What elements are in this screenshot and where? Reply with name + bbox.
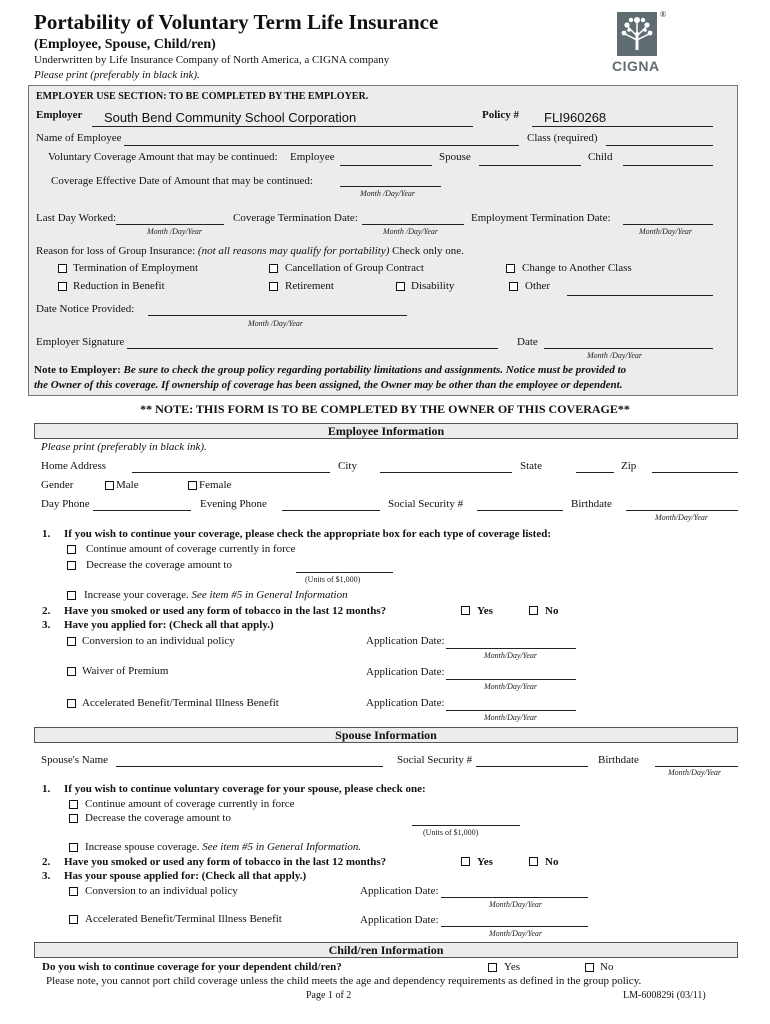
spouse-amount-label: Spouse bbox=[439, 151, 471, 163]
signature-date-hint: Month /Day/Year bbox=[587, 351, 643, 360]
employee-info-heading: Employee Information bbox=[34, 423, 738, 439]
notice-date-hint: Month /Day/Year bbox=[248, 319, 304, 328]
spouse-decrease-amount-field[interactable] bbox=[412, 825, 520, 826]
city-field[interactable] bbox=[380, 472, 512, 473]
reason-label-row bbox=[36, 245, 464, 257]
spouse-q1-text: If you wish to continue voluntary coverage for your spouse, please check one: bbox=[64, 783, 426, 795]
employer-use-section bbox=[28, 85, 738, 396]
spouse-conversion-label: Conversion to an individual policy bbox=[85, 885, 238, 897]
zip-field[interactable] bbox=[652, 472, 738, 473]
employee-amount-label: Employee bbox=[290, 151, 335, 163]
reason-termination-label: Termination of Employment bbox=[73, 262, 199, 274]
employee-waiver-checkbox[interactable] bbox=[67, 667, 76, 676]
employee-tobacco-yes-checkbox[interactable] bbox=[461, 606, 470, 615]
gender-male-checkbox[interactable] bbox=[105, 481, 114, 490]
underwriter-text: Underwritten by Life Insurance Company of North America, a CIGNA company bbox=[34, 54, 390, 66]
employee-name-label: Name of Employee bbox=[36, 132, 122, 144]
employment-termination-hint: Month/Day/Year bbox=[639, 227, 693, 236]
registered-mark: ® bbox=[660, 10, 667, 19]
signature-date-field[interactable] bbox=[544, 348, 713, 349]
employee-q2-number: 2. bbox=[42, 605, 51, 617]
print-instruction: Please print (preferably in black ink). bbox=[34, 69, 200, 81]
employee-conversion-appdate-field[interactable] bbox=[446, 648, 576, 649]
page-number: Page 1 of 2 bbox=[306, 990, 352, 1001]
employee-units-hint: (Units of $1,000) bbox=[305, 575, 361, 584]
employee-q3-text: Have you applied for: (Check all that apply.) bbox=[64, 619, 274, 631]
child-amount-field[interactable] bbox=[623, 165, 713, 166]
spouse-continue-checkbox[interactable] bbox=[69, 800, 78, 809]
reason-disability-label: Disability bbox=[411, 280, 455, 292]
employee-q3-number: 3. bbox=[42, 619, 51, 631]
employment-termination-label: Employment Termination Date: bbox=[471, 212, 611, 224]
employee-waiver-label: Waiver of Premium bbox=[82, 665, 169, 677]
home-address-label: Home Address bbox=[41, 460, 107, 472]
reason-other-checkbox[interactable] bbox=[509, 282, 518, 291]
city-label: City bbox=[338, 460, 357, 472]
coverage-termination-label: Coverage Termination Date: bbox=[233, 212, 358, 224]
employee-decrease-amount-field[interactable] bbox=[296, 572, 393, 573]
spouse-birthdate-hint: Month/Day/Year bbox=[668, 768, 722, 777]
spouse-q2-text: Have you smoked or used any form of tobacco in the last 12 months? bbox=[64, 856, 387, 868]
employer-section-heading: EMPLOYER USE SECTION: TO BE COMPLETED BY THE EMPLOYER. bbox=[36, 91, 369, 102]
day-phone-field[interactable] bbox=[93, 510, 191, 511]
birthdate-field[interactable] bbox=[626, 510, 738, 511]
reason-retirement-checkbox[interactable] bbox=[269, 282, 278, 291]
employee-name-field[interactable] bbox=[124, 145, 519, 146]
reason-disability-checkbox[interactable] bbox=[396, 282, 405, 291]
cigna-tree-logo bbox=[617, 12, 657, 56]
spouse-q1-number: 1. bbox=[42, 783, 51, 795]
employee-accelerated-date-hint: Month/Day/Year bbox=[484, 713, 538, 722]
spouse-name-label: Spouse's Name bbox=[41, 754, 109, 766]
gender-female-checkbox[interactable] bbox=[188, 481, 197, 490]
spouse-decrease-label: Decrease the coverage amount to bbox=[85, 812, 231, 824]
birthdate-label: Birthdate bbox=[571, 498, 612, 510]
employee-q1-text: If you wish to continue your coverage, please check the appropriate box for each type of coverage listed: bbox=[64, 528, 551, 540]
spouse-accelerated-label: Accelerated Benefit/Terminal Illness Benefit bbox=[85, 913, 282, 925]
class-label: Class (required) bbox=[527, 132, 598, 144]
form-code: LM-600829i (03/11) bbox=[623, 990, 706, 1001]
employee-accelerated-label: Accelerated Benefit/Terminal Illness Benefit bbox=[82, 697, 279, 709]
home-address-field[interactable] bbox=[132, 472, 330, 473]
employee-decrease-label: Decrease the coverage amount to bbox=[86, 559, 232, 571]
gender-female-label: Female bbox=[199, 479, 232, 491]
employee-q2-text: Have you smoked or used any form of tobacco in the last 12 months? bbox=[64, 605, 387, 617]
child-info-heading: Child/ren Information bbox=[34, 942, 738, 958]
policy-label: Policy # bbox=[482, 109, 519, 121]
employment-termination-field[interactable] bbox=[623, 224, 713, 225]
spouse-name-field[interactable] bbox=[116, 766, 383, 767]
employee-accelerated-checkbox[interactable] bbox=[67, 699, 76, 708]
employee-conversion-date-hint: Month/Day/Year bbox=[484, 651, 538, 660]
reason-class-change-checkbox[interactable] bbox=[506, 264, 515, 273]
child-amount-label: Child bbox=[588, 151, 613, 163]
reason-label: Reason for loss of Group Insurance: bbox=[36, 245, 196, 257]
child-yes-label: Yes bbox=[504, 961, 521, 973]
employee-tobacco-yes-label: Yes bbox=[477, 605, 493, 617]
gender-label: Gender bbox=[41, 479, 74, 491]
employee-accelerated-appdate-field[interactable] bbox=[446, 710, 576, 711]
employer-note-line2: the Owner of this coverage. If ownership of coverage has been assigned, the Owner may be other than the employee or dependent. bbox=[34, 379, 623, 391]
spouse-increase-row bbox=[85, 841, 361, 853]
employer-field[interactable] bbox=[92, 126, 473, 127]
employee-waiver-date-hint: Month/Day/Year bbox=[484, 682, 538, 691]
spouse-increase-see: See item #5 in General Information. bbox=[202, 841, 362, 853]
child-port-note: Please note, you cannot port child coverage unless the child meets the age and dependency requirements as defined in the group policy. bbox=[46, 975, 642, 987]
employee-q1-number: 1. bbox=[42, 528, 51, 540]
employee-waiver-appdate-field[interactable] bbox=[446, 679, 576, 680]
employer-value: South Bend Community School Corporation bbox=[104, 110, 357, 125]
reason-reduction-checkbox[interactable] bbox=[58, 282, 67, 291]
spouse-info-heading: Spouse Information bbox=[34, 727, 738, 743]
last-day-label: Last Day Worked: bbox=[36, 212, 117, 224]
reason-qualifier: (not all reasons may qualify for portability) bbox=[197, 245, 390, 257]
spouse-q3-number: 3. bbox=[42, 870, 51, 882]
spouse-accelerated-appdate-field[interactable] bbox=[441, 926, 588, 927]
state-field[interactable] bbox=[576, 472, 614, 473]
reason-cancellation-label: Cancellation of Group Contract bbox=[285, 262, 424, 274]
spouse-conversion-date-hint: Month/Day/Year bbox=[489, 900, 543, 909]
employee-increase-checkbox[interactable] bbox=[67, 591, 76, 600]
employer-label: Employer bbox=[36, 109, 83, 121]
reason-termination-checkbox[interactable] bbox=[58, 264, 67, 273]
employee-continue-checkbox[interactable] bbox=[67, 545, 76, 554]
spouse-decrease-checkbox[interactable] bbox=[69, 814, 78, 823]
child-yes-checkbox[interactable] bbox=[488, 963, 497, 972]
spouse-ssn-label: Social Security # bbox=[397, 754, 473, 766]
tree-icon bbox=[617, 12, 657, 56]
spouse-tobacco-no-checkbox[interactable] bbox=[529, 857, 538, 866]
coverage-termination-hint: Month /Day/Year bbox=[383, 227, 439, 236]
gender-male-label: Male bbox=[116, 479, 139, 491]
spouse-conversion-checkbox[interactable] bbox=[69, 887, 78, 896]
form-title: Portability of Voluntary Term Life Insurance bbox=[34, 10, 439, 34]
day-phone-label: Day Phone bbox=[41, 498, 90, 510]
employer-signature-label: Employer Signature bbox=[36, 336, 125, 348]
spouse-tobacco-yes-checkbox[interactable] bbox=[461, 857, 470, 866]
state-label: State bbox=[520, 460, 542, 472]
policy-field[interactable] bbox=[532, 126, 713, 127]
employee-decrease-checkbox[interactable] bbox=[67, 561, 76, 570]
effective-date-label: Coverage Effective Date of Amount that may be continued: bbox=[51, 175, 313, 187]
spouse-accelerated-date-hint: Month/Day/Year bbox=[489, 929, 543, 938]
reason-instruction: Check only one. bbox=[392, 245, 464, 257]
reason-other-field[interactable] bbox=[567, 295, 713, 296]
reason-reduction-label: Reduction in Benefit bbox=[73, 280, 165, 292]
notice-date-label: Date Notice Provided: bbox=[36, 303, 135, 315]
employer-note-line1 bbox=[34, 364, 626, 376]
spouse-units-hint: (Units of $1,000) bbox=[423, 828, 479, 837]
spouse-birthdate-field[interactable] bbox=[655, 766, 738, 767]
form-subtitle: (Employee, Spouse, Child/ren) bbox=[34, 37, 216, 52]
owner-note: ** NOTE: THIS FORM IS TO BE COMPLETED BY THE OWNER OF THIS COVERAGE** bbox=[140, 402, 630, 416]
employer-note-body1: Be sure to check the group policy regarding portability limitations and assignments. Notice must be provided to bbox=[123, 364, 627, 376]
employee-continue-label: Continue amount of coverage currently in force bbox=[86, 543, 296, 555]
ssn-field[interactable] bbox=[477, 510, 563, 511]
employee-tobacco-no-checkbox[interactable] bbox=[529, 606, 538, 615]
evening-phone-field[interactable] bbox=[282, 510, 380, 511]
effective-date-hint: Month /Day/Year bbox=[360, 189, 416, 198]
ssn-label: Social Security # bbox=[388, 498, 464, 510]
last-day-field[interactable] bbox=[116, 224, 224, 225]
spouse-accelerated-checkbox[interactable] bbox=[69, 915, 78, 924]
evening-phone-label: Evening Phone bbox=[200, 498, 267, 510]
spouse-conversion-appdate-label: Application Date: bbox=[360, 885, 439, 897]
reason-other-label: Other bbox=[525, 280, 551, 292]
employee-conversion-appdate-label: Application Date: bbox=[366, 635, 445, 647]
spouse-q3-text: Has your spouse applied for: (Check all that apply.) bbox=[64, 870, 307, 882]
child-no-label: No bbox=[600, 961, 614, 973]
employee-increase-see: See item #5 in General Information bbox=[191, 589, 348, 601]
signature-date-label: Date bbox=[517, 336, 538, 348]
spouse-increase-label: Increase spouse coverage. bbox=[85, 841, 200, 853]
spouse-continue-label: Continue amount of coverage currently in force bbox=[85, 798, 295, 810]
employee-accelerated-appdate-label: Application Date: bbox=[366, 697, 445, 709]
cigna-wordmark: CIGNA bbox=[612, 58, 660, 74]
spouse-accelerated-appdate-label: Application Date: bbox=[360, 914, 439, 926]
spouse-conversion-appdate-field[interactable] bbox=[441, 897, 588, 898]
spouse-tobacco-yes-label: Yes bbox=[477, 856, 493, 868]
employee-tobacco-no-label: No bbox=[545, 605, 559, 617]
spouse-increase-checkbox[interactable] bbox=[69, 843, 78, 852]
employee-increase-row bbox=[84, 589, 348, 601]
employer-note-lead: Note to Employer: bbox=[34, 364, 121, 376]
zip-label: Zip bbox=[621, 460, 637, 472]
employee-amount-field[interactable] bbox=[340, 165, 432, 166]
employee-conversion-label: Conversion to an individual policy bbox=[82, 635, 235, 647]
employee-increase-label: Increase your coverage. bbox=[84, 589, 189, 601]
coverage-termination-field[interactable] bbox=[362, 224, 464, 225]
spouse-ssn-field[interactable] bbox=[476, 766, 588, 767]
policy-value: FLI960268 bbox=[544, 110, 607, 125]
reason-class-change-label: Change to Another Class bbox=[522, 262, 632, 274]
employee-waiver-appdate-label: Application Date: bbox=[366, 666, 445, 678]
spouse-q2-number: 2. bbox=[42, 856, 51, 868]
child-question: Do you wish to continue coverage for your dependent child/ren? bbox=[42, 961, 342, 973]
effective-date-field[interactable] bbox=[340, 186, 441, 187]
reason-cancellation-checkbox[interactable] bbox=[269, 264, 278, 273]
class-field[interactable] bbox=[606, 145, 713, 146]
employee-conversion-checkbox[interactable] bbox=[67, 637, 76, 646]
employer-signature-field[interactable] bbox=[127, 348, 498, 349]
last-day-hint: Month /Day/Year bbox=[147, 227, 203, 236]
reason-retirement-label: Retirement bbox=[285, 280, 334, 292]
birthdate-hint: Month/Day/Year bbox=[655, 513, 709, 522]
notice-date-field[interactable] bbox=[148, 315, 407, 316]
child-no-checkbox[interactable] bbox=[585, 963, 594, 972]
spouse-amount-field[interactable] bbox=[479, 165, 581, 166]
spouse-tobacco-no-label: No bbox=[545, 856, 559, 868]
voluntary-amount-label: Voluntary Coverage Amount that may be continued: bbox=[48, 151, 278, 163]
employee-print-note: Please print (preferably in black ink). bbox=[41, 441, 207, 453]
spouse-birthdate-label: Birthdate bbox=[598, 754, 639, 766]
